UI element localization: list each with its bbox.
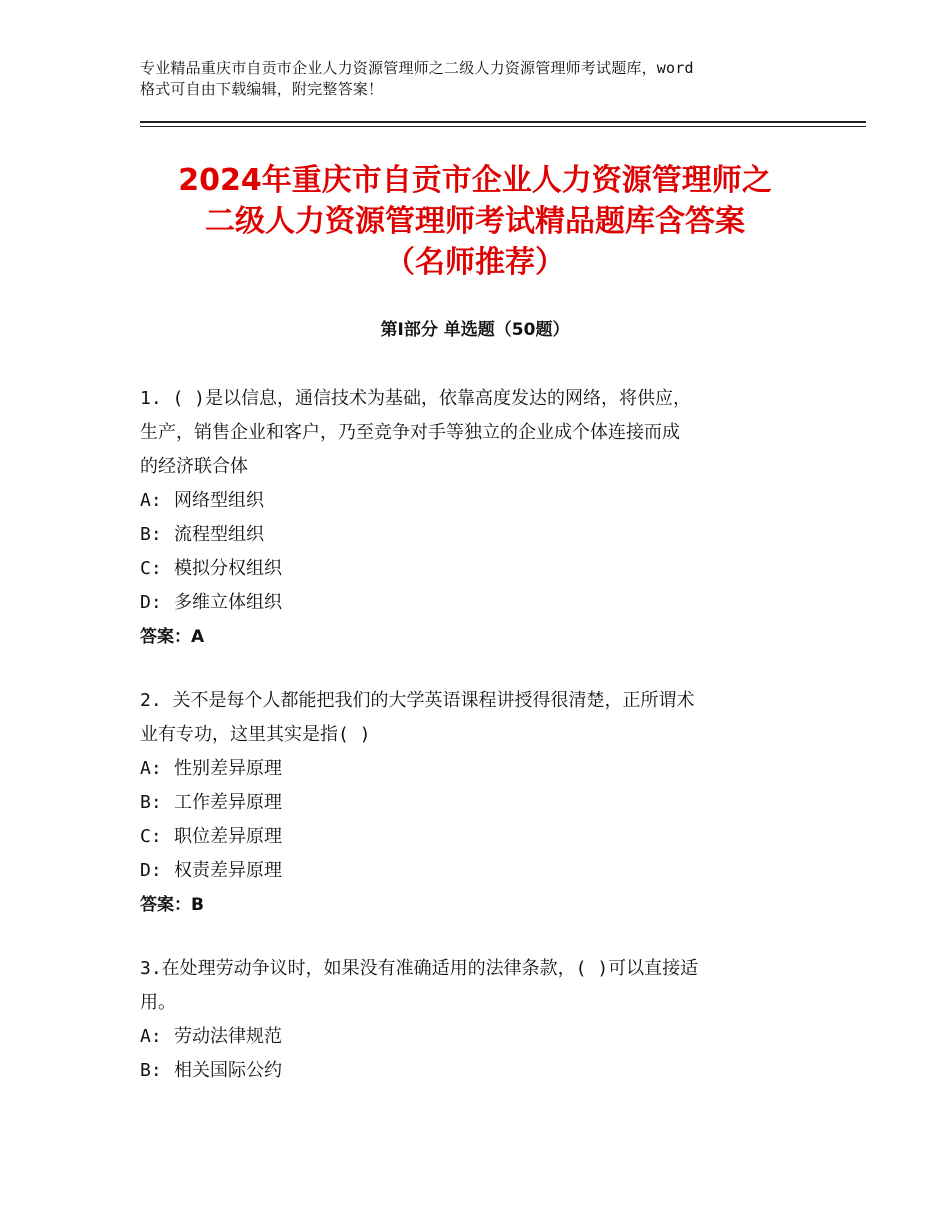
option-letter: B: <box>140 524 162 545</box>
answer-option <box>140 586 820 620</box>
answer-option <box>140 752 820 786</box>
document-title <box>100 160 850 283</box>
answer-option <box>140 484 820 518</box>
question-list <box>140 382 820 1118</box>
section-heading: 第Ⅰ部分 单选题（50题） <box>380 320 570 340</box>
option-letter: C: <box>140 826 162 847</box>
question-stem-line: 1. ( )是以信息，通信技术为基础，依靠高度发达的网络，将供应， <box>140 388 692 409</box>
answer-option <box>140 786 820 820</box>
answer-option <box>140 552 820 586</box>
answer-option <box>140 518 820 552</box>
header-note-line: 专业精品重庆市自贡市企业人力资源管理师之二级人力资源管理师考试题库，word <box>140 59 694 77</box>
question-stem-line: 生产，销售企业和客户，乃至竞争对手等独立的企业成个体连接而成 <box>140 422 680 443</box>
question-stem-line: 用。 <box>140 992 176 1013</box>
option-text: 工作差异原理 <box>174 792 282 813</box>
option-text: 模拟分权组织 <box>174 558 282 579</box>
title-line: （名师推荐） <box>385 245 565 280</box>
option-letter: C: <box>140 558 162 579</box>
option-text: 相关国际公约 <box>174 1060 282 1081</box>
question-item <box>140 952 820 1088</box>
answer-key: 答案：B <box>140 895 204 915</box>
question-item <box>140 382 820 654</box>
option-text: 劳动法律规范 <box>174 1026 282 1047</box>
answer-option <box>140 820 820 854</box>
option-letter: B: <box>140 792 162 813</box>
option-letter: D: <box>140 592 162 613</box>
answer-key: 答案：A <box>140 627 205 647</box>
answer-option <box>140 1054 820 1088</box>
title-line: 2024年重庆市自贡市企业人力资源管理师之 <box>178 163 772 198</box>
question-stem-line: 3.在处理劳动争议时，如果没有准确适用的法律条款，( )可以直接适 <box>140 958 699 979</box>
answer-option <box>140 854 820 888</box>
option-text: 网络型组织 <box>174 490 264 511</box>
header-note <box>140 58 830 100</box>
question-stem-line: 的经济联合体 <box>140 456 248 477</box>
header-divider-thin <box>140 126 866 127</box>
option-text: 流程型组织 <box>174 524 264 545</box>
option-letter: A: <box>140 1026 162 1047</box>
option-letter: A: <box>140 490 162 511</box>
header-note-line: 格式可自由下载编辑，附完整答案！ <box>140 80 384 98</box>
option-text: 多维立体组织 <box>174 592 282 613</box>
answer-option <box>140 1020 820 1054</box>
option-text: 性别差异原理 <box>174 758 282 779</box>
question-stem-line: 2. 关不是每个人都能把我们的大学英语课程讲授得很清楚，正所谓术 <box>140 690 695 711</box>
option-text: 职位差异原理 <box>174 826 282 847</box>
question-item <box>140 684 820 922</box>
option-letter: A: <box>140 758 162 779</box>
question-stem-line: 业有专功，这里其实是指( ) <box>140 724 371 745</box>
option-letter: D: <box>140 860 162 881</box>
header-divider-thick <box>140 121 866 123</box>
option-text: 权责差异原理 <box>174 860 282 881</box>
title-line: 二级人力资源管理师考试精品题库含答案 <box>205 204 745 239</box>
option-letter: B: <box>140 1060 162 1081</box>
